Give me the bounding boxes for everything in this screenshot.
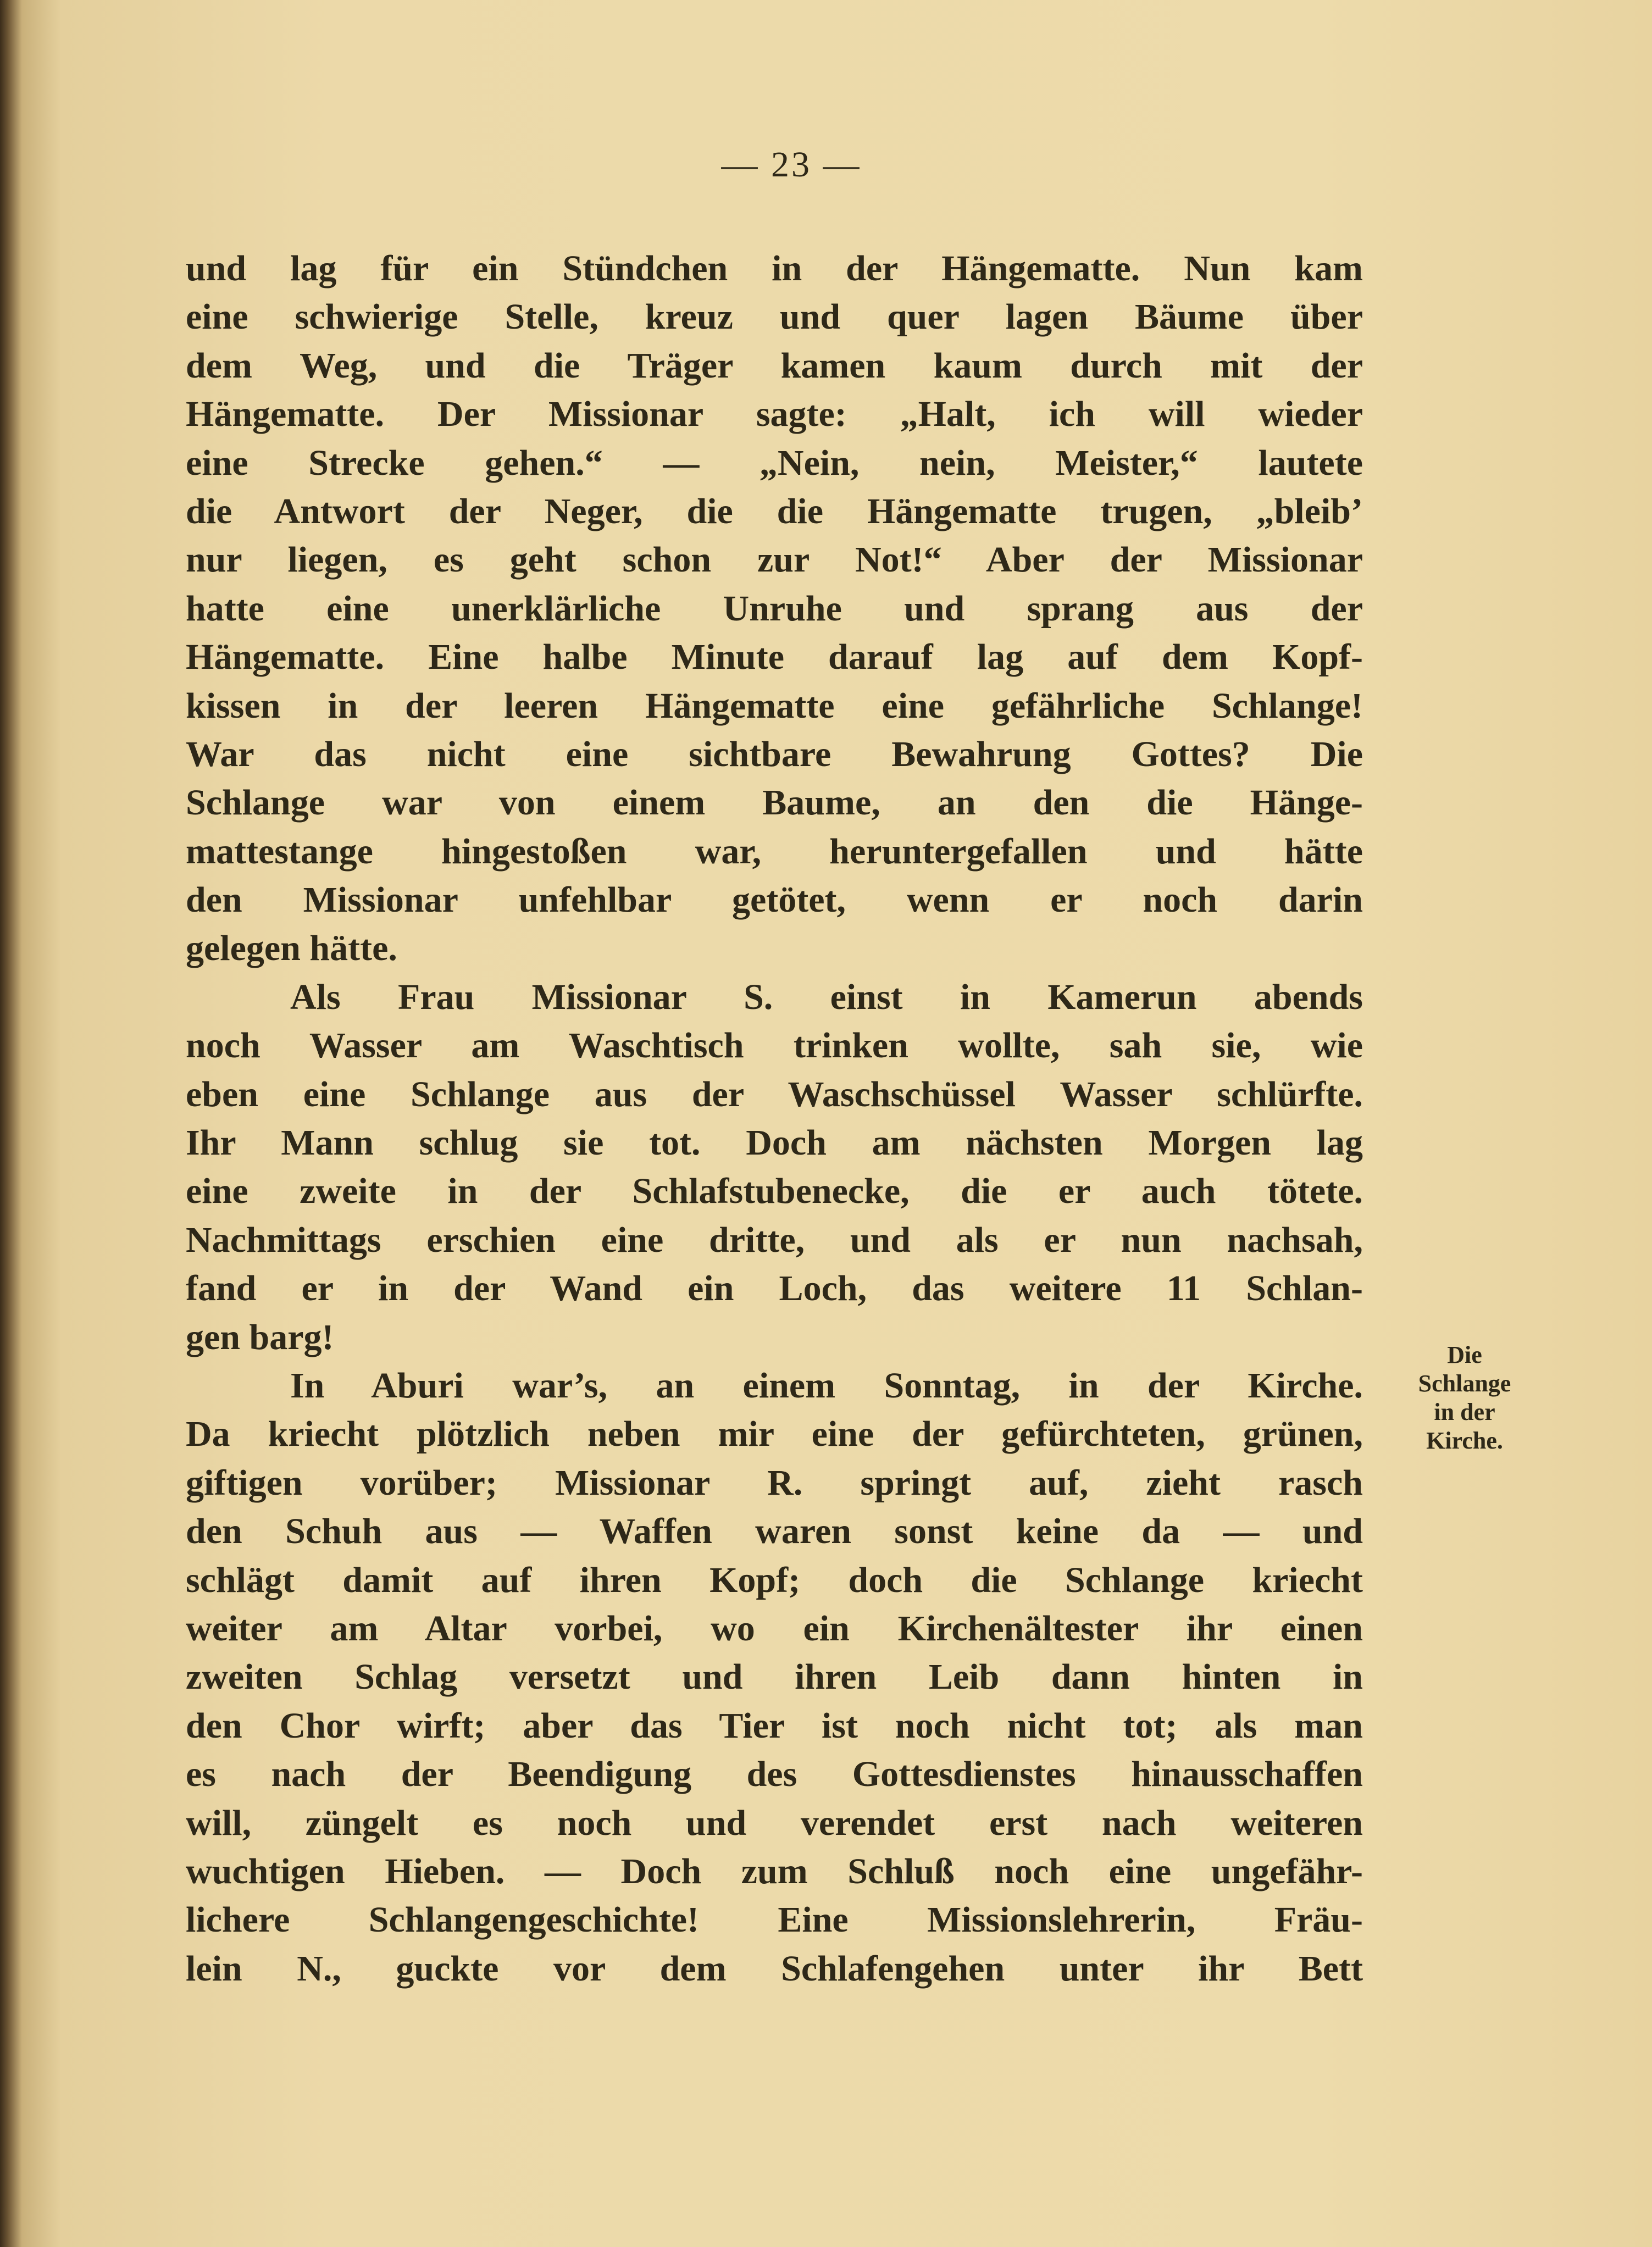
text-line: den Schuh aus — Waffen waren sonst keine da — und bbox=[186, 1511, 1363, 1552]
margin-note-line: Schlange bbox=[1418, 1370, 1511, 1397]
text-line: eine Strecke gehen.“ — „Nein, nein, Meister,“ lautete bbox=[186, 442, 1363, 483]
text-line: die Antwort der Neger, die die Hängematte trugen, „bleib’ bbox=[186, 491, 1363, 531]
text-line: eine schwierige Stelle, kreuz und quer lagen Bäume über bbox=[186, 297, 1363, 337]
text-line: gen barg! bbox=[186, 1317, 334, 1357]
text-line: kissen in der leeren Hängematte eine gefährliche Schlange! bbox=[186, 685, 1363, 726]
text-line: Da kriecht plötzlich neben mir eine der gefürchteten, grünen, bbox=[186, 1414, 1363, 1455]
text-line: dem Weg, und die Träger kamen kaum durch mit der bbox=[186, 345, 1363, 386]
text-line: lichere Schlangengeschichte! Eine Missionslehrerin, Fräu- bbox=[186, 1900, 1363, 1940]
text-line: schlägt damit auf ihren Kopf; doch die Schlange kriecht bbox=[186, 1560, 1363, 1600]
margin-note-line: Kirche. bbox=[1426, 1427, 1503, 1454]
text-line: lein N., guckte vor dem Schlafengehen unter ihr Bett bbox=[186, 1948, 1363, 1989]
text-line: In Aburi war’s, an einem Sonntag, in der Kirche. bbox=[290, 1365, 1363, 1406]
text-line: Hängematte. Der Missionar sagte: „Halt, ich will wieder bbox=[186, 394, 1363, 435]
text-line: War das nicht eine sichtbare Bewahrung Gottes? Die bbox=[186, 734, 1363, 774]
text-line: den Missionar unfehlbar getötet, wenn er noch darin bbox=[186, 880, 1363, 920]
text-line: will, züngelt es noch und verendet erst nach weiteren bbox=[186, 1802, 1363, 1843]
text-line: es nach der Beendigung des Gottesdienstes hinausschaffen bbox=[186, 1754, 1363, 1795]
margin-note-line: Die bbox=[1447, 1341, 1482, 1368]
page-number: — 23 — bbox=[721, 145, 862, 185]
text-line: gelegen hätte. bbox=[186, 928, 397, 969]
margin-note-line: in der bbox=[1434, 1399, 1495, 1425]
text-line: Nachmittags erschien eine dritte, und als er nun nachsah, bbox=[186, 1219, 1363, 1260]
text-line: Ihr Mann schlug sie tot. Doch am nächsten Morgen lag bbox=[186, 1123, 1363, 1163]
text-line: und lag für ein Stündchen in der Hängematte. Nun kam bbox=[186, 248, 1363, 288]
text-line: eben eine Schlange aus der Waschschüssel Wasser schlürfte. bbox=[186, 1074, 1363, 1114]
text-line: Hängematte. Eine halbe Minute darauf lag auf dem Kopf- bbox=[186, 637, 1363, 678]
text-line: wuchtigen Hieben. — Doch zum Schluß noch eine ungefähr- bbox=[186, 1851, 1363, 1891]
text-line: Schlange war von einem Baume, an den die Hänge- bbox=[186, 783, 1363, 823]
text-line: noch Wasser am Waschtisch trinken wollte, sah sie, wie bbox=[186, 1025, 1363, 1066]
text-line: Als Frau Missionar S. einst in Kamerun abends bbox=[290, 977, 1363, 1017]
body-text bbox=[186, 245, 1363, 1993]
text-line: zweiten Schlag versetzt und ihren Leib dann hinten in bbox=[186, 1657, 1363, 1697]
text-line: eine zweite in der Schlafstubenecke, die er auch tötete. bbox=[186, 1171, 1363, 1212]
text-line: hatte eine unerklärliche Unruhe und sprang aus der bbox=[186, 588, 1363, 629]
text-line: nur liegen, es geht schon zur Not!“ Aber der Missionar bbox=[186, 540, 1363, 580]
text-line: den Chor wirft; aber das Tier ist noch nicht tot; als man bbox=[186, 1705, 1363, 1746]
text-line: mattestange hingestoßen war, heruntergefallen und hätte bbox=[186, 831, 1363, 872]
text-line: fand er in der Wand ein Loch, das weitere 11 Schlan- bbox=[186, 1268, 1363, 1309]
text-line: weiter am Altar vorbei, wo ein Kirchenältester ihr einen bbox=[186, 1608, 1363, 1649]
margin-note bbox=[1393, 1341, 1536, 1455]
text-line: giftigen vorüber; Missionar R. springt auf, zieht rasch bbox=[186, 1462, 1363, 1503]
